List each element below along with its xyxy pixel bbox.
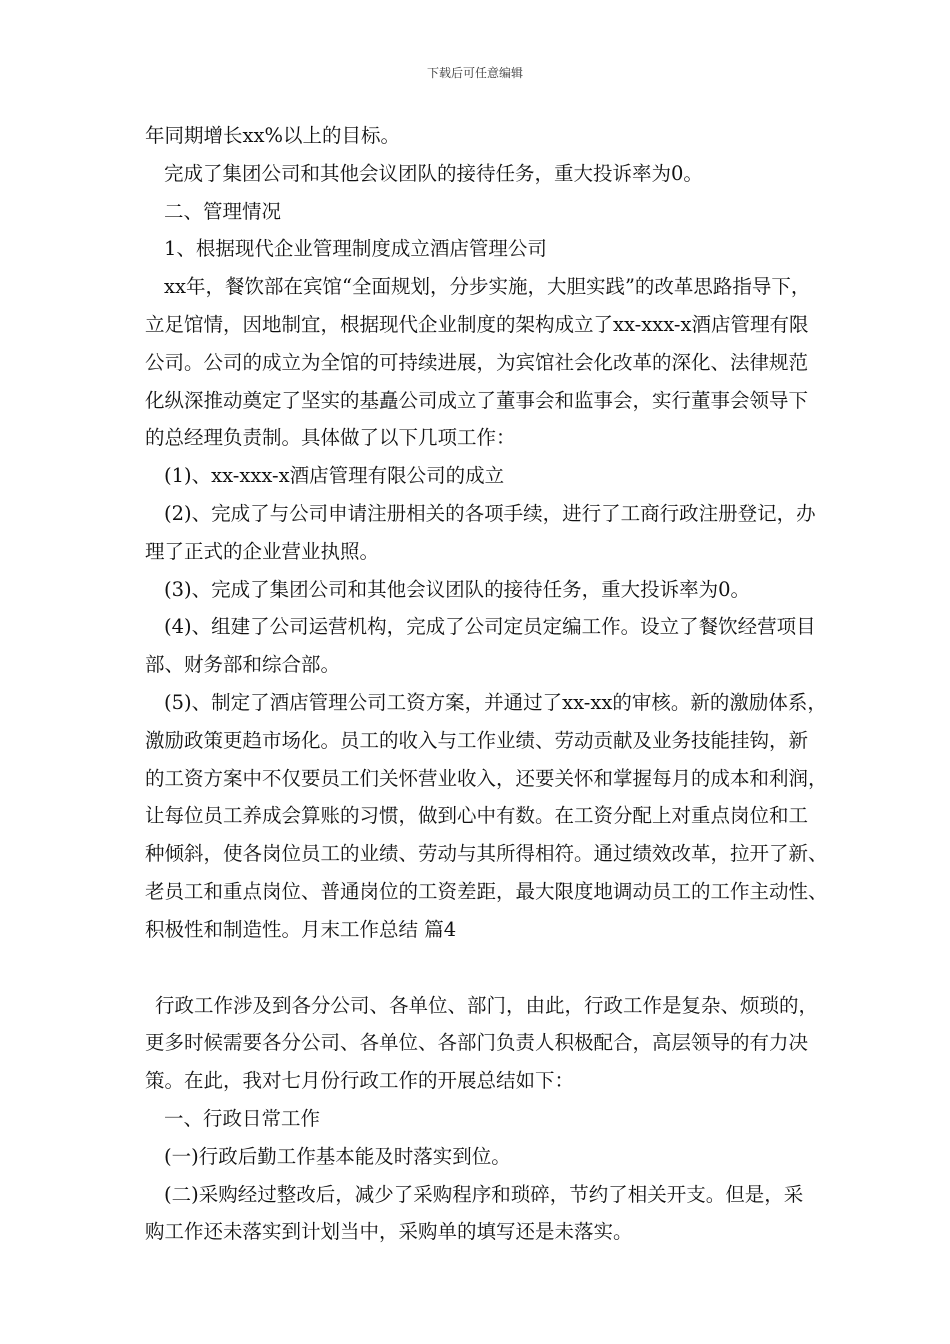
- list-item: (3)、完成了集团公司和其他会议团队的接待任务，重大投诉率为0。: [164, 577, 751, 601]
- paragraph-line: xx年，餐饮部在宾馆“全面规划，分步实施，大胆实践”的改革思路指导下，: [164, 275, 811, 299]
- paragraph-line: 化纵深推动奠定了坚实的基矗公司成立了董事会和监事会，实行董事会领导下: [145, 388, 809, 412]
- paragraph-line: 激励政策更趋市场化。员工的收入与工作业绩、劳动贡献及业务技能挂钩，新: [145, 728, 809, 752]
- paragraph-line: 年同期增长xx%以上的目标。: [145, 124, 401, 147]
- list-item: (2)、完成了与公司申请注册相关的各项手续，进行了工商行政注册登记，办: [164, 501, 816, 525]
- list-item: (一)行政后勤工作基本能及时落实到位。: [164, 1144, 511, 1168]
- list-item: (二)采购经过整改后，减少了采购程序和琐碎，节约了相关开支。但是，采: [164, 1182, 804, 1206]
- paragraph-line: 让每位员工养成会算账的习惯，做到心中有数。在工资分配上对重点岗位和工: [145, 804, 809, 828]
- paragraph-line: 策。在此，我对七月份行政工作的开展总结如下：: [145, 1069, 575, 1093]
- paragraph-line: 购工作还未落实到计划当中，采购单的填写还是未落实。: [145, 1220, 633, 1244]
- page-header: 下载后可任意编辑: [426, 66, 523, 80]
- paragraph-line: 完成了集团公司和其他会议团队的接待任务，重大投诉率为0。: [164, 161, 703, 185]
- list-item: (5)、制定了酒店管理公司工资方案，并通过了xx-xx的审核。新的激励体系，: [164, 690, 827, 714]
- blank-line: [145, 949, 825, 987]
- paragraph-line: 公司。公司的成立为全馆的可持续进展，为宾馆社会化改革的深化、法律规范: [145, 350, 809, 374]
- list-item: (4)、组建了公司运营机构，完成了公司定员定编工作。设立了餐饮经营项目: [164, 615, 816, 639]
- list-item: (1)、xx-xxx-x酒店管理有限公司的成立: [164, 464, 505, 488]
- paragraph-line: 更多时候需要各分公司、各单位、各部门负责人积极配合，高层领导的有力决: [145, 1031, 809, 1055]
- paragraph-line: 立足馆情，因地制宜，根据现代企业制度的架构成立了xx-xxx-x酒店管理有限: [145, 312, 809, 336]
- paragraph-line: 行政工作涉及到各分公司、各单位、部门，由此，行政工作是复杂、烦琐的，: [155, 993, 819, 1017]
- paragraph-line: 老员工和重点岗位、普通岗位的工资差距，最大限度地调动员工的工作主动性、: [145, 879, 828, 903]
- paragraph-line: 的总经理负责制。具体做了以下几项工作：: [145, 426, 516, 450]
- paragraph-line: 理了正式的企业营业执照。: [145, 539, 380, 563]
- paragraph-line: 的工资方案中不仅要员工们关怀营业收入，还要关怀和掌握每月的成本和利润，: [145, 766, 828, 790]
- paragraph-line: 部、财务部和综合部。: [145, 653, 341, 677]
- section-heading: 二、管理情况: [164, 199, 282, 223]
- paragraph-line: 积极性和制造性。月末工作总结 篇4: [145, 917, 457, 941]
- subsection-heading: 1、根据现代企业管理制度成立酒店管理公司: [164, 237, 547, 261]
- document-body: [145, 117, 828, 1251]
- paragraph-line: 种倾斜，使各岗位员工的业绩、劳动与其所得相符。通过绩效改革，拉开了新、: [145, 842, 828, 866]
- section-heading: 一、行政日常工作: [164, 1106, 321, 1130]
